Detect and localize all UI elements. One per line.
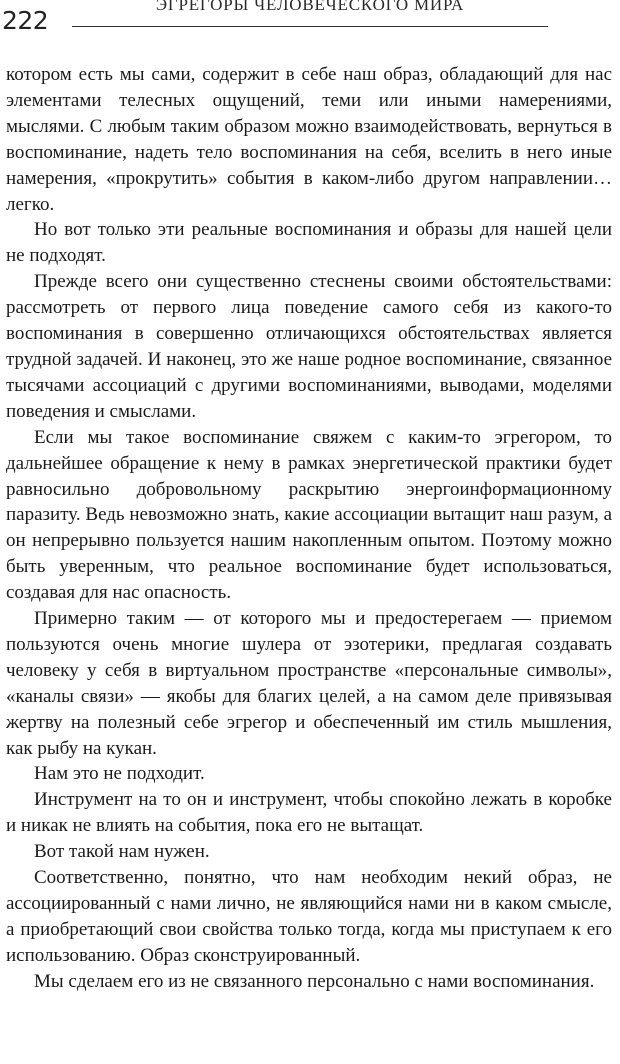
paragraph: Соответственно, понятно, что нам необходим некий образ, не ассоциированный с нами лично, не являющийся нами ни в каком смысле, а приобретающий свои свойства только тогда, когда мы приступаем к его использованию. Образ сконструированный.	[6, 867, 612, 966]
paragraph: Мы сделаем его из не связанного персонально с нами воспоминания.	[34, 970, 595, 992]
page-number: 222	[2, 6, 49, 35]
paragraph: Инструмент на то он и инструмент, чтобы спокойно лежать в коробке и никак не влиять на события, пока его не вытащат.	[6, 789, 612, 837]
paragraph: Примерно таким — от которого мы и предостерегаем — приемом пользуются очень многие шулера от эзотерики, предлагая создавать человеку у себя в виртуальном пространстве «персональные символы», «каналы связи» — якобы для благих целей, а на самом деле привязывая жертву на полезный себе эгрегор и обеспеченный им стиль мышления, как рыбу на кукан.	[6, 608, 612, 759]
running-title: ЭГРЕГОРЫ ЧЕЛОВЕЧЕСКОГО МИРА	[155, 0, 465, 14]
paragraph: Нам это не подходит.	[34, 763, 205, 785]
body-text	[6, 62, 612, 995]
paragraph: Прежде всего они существенно стеснены своими обстоятельствами: рассмотреть от первого лица поведение самого себя из какого-то воспоминания в совершенно отличающихся обстоятельствах является трудной задачей. И наконец, это же наше родное воспоминание, связанное тысячами ассоциаций с другими воспоминаниями, выводами, моделями поведения и смыслами.	[6, 271, 612, 422]
paragraph: Если мы такое воспоминание свяжем с каким-то эгрегором, то дальнейшее обращение к нему в рамках энергетической практики будет равносильно добровольному раскрытию энергоинформационному паразиту. Ведь невозможно знать, какие ассоциации вытащит наш разум, а он непрерывно пользуется нашим накопленным опытом. Поэтому можно быть уверенным, что реальное воспоминание будет использоваться, создавая для нас опасность.	[6, 426, 612, 604]
header-rule	[72, 26, 548, 27]
paragraph: Но вот только эти реальные воспоминания и образы для нашей цели не подходят.	[6, 219, 612, 267]
page-header	[0, 0, 620, 42]
paragraph: котором есть мы сами, содержит в себе наш образ, обладающий для нас элементами телесных ощущений, теми или иными намерениями, мыслями. С любым таким образом можно взаимодействовать, вернуться в воспоминание, надеть тело воспоминания на себя, вселить в него иные намерения, «прокрутить» события в каком-либо другом направлении… легко.	[6, 64, 612, 215]
paragraph: Вот такой нам нужен.	[34, 841, 210, 863]
